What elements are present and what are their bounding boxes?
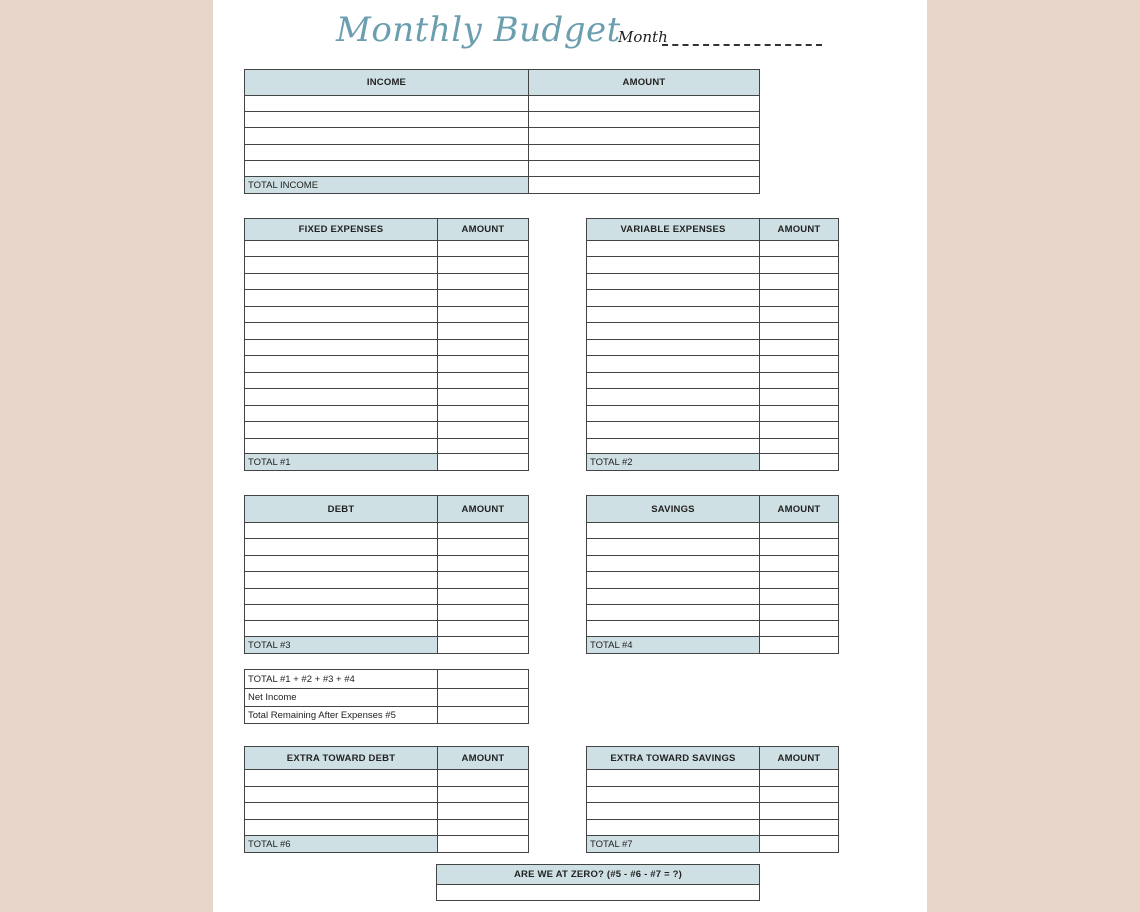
total-income-amount[interactable]: [529, 177, 759, 193]
total-1-amount[interactable]: [438, 454, 528, 470]
month-input-line[interactable]: [662, 44, 822, 46]
amount-column-header: AMOUNT: [777, 752, 821, 764]
fixed-expenses-column-header: FIXED EXPENSES: [298, 224, 384, 235]
fixed-expense-row[interactable]: [245, 388, 528, 405]
month-label: Month: [618, 28, 668, 46]
fixed-expenses-header-row: [245, 219, 528, 240]
savings-entry-row[interactable]: [587, 588, 838, 604]
net-income-label: Net Income: [248, 692, 297, 703]
income-column-header: INCOME: [366, 77, 407, 88]
income-entry-row[interactable]: [245, 95, 759, 111]
savings-header-row: [587, 496, 838, 522]
fixed-expense-row[interactable]: [245, 405, 528, 421]
income-entry-row[interactable]: [245, 160, 759, 176]
fixed-expense-row[interactable]: [245, 438, 528, 453]
income-entry-row[interactable]: [245, 127, 759, 144]
extra-debt-total-row: [245, 835, 528, 852]
variable-expenses-column-header: VARIABLE EXPENSES: [620, 224, 726, 235]
summary-row-totals: [245, 670, 528, 688]
variable-expense-row[interactable]: [587, 388, 838, 405]
total-2-amount[interactable]: [760, 454, 838, 470]
variable-expenses-table: [586, 218, 839, 471]
debt-header-row: [245, 496, 528, 522]
variable-expenses-header-row: [587, 219, 838, 240]
extra-savings-header-row: [587, 747, 838, 769]
total-7-amount[interactable]: [760, 836, 838, 852]
variable-expense-row[interactable]: [587, 322, 838, 339]
fixed-expense-row[interactable]: [245, 240, 528, 256]
extra-debt-table: [244, 746, 529, 853]
total-3-amount[interactable]: [438, 637, 528, 653]
total-6-label: TOTAL #6: [245, 836, 437, 852]
debt-entry-row[interactable]: [245, 538, 528, 555]
fixed-expense-row[interactable]: [245, 355, 528, 372]
summary-table: [244, 669, 529, 724]
fixed-expense-row[interactable]: [245, 421, 528, 438]
income-entry-row[interactable]: [245, 144, 759, 160]
net-income-amount[interactable]: [438, 689, 528, 706]
extra-debt-entry-row[interactable]: [245, 802, 528, 819]
variable-expense-row[interactable]: [587, 372, 838, 388]
extra-savings-table: [586, 746, 839, 853]
debt-entry-row[interactable]: [245, 620, 528, 636]
variable-expense-row[interactable]: [587, 289, 838, 306]
extra-debt-entry-row[interactable]: [245, 786, 528, 802]
debt-entry-row[interactable]: [245, 604, 528, 620]
fixed-expense-row[interactable]: [245, 306, 528, 322]
zero-check-answer-row[interactable]: [437, 884, 759, 900]
summary-row-remaining: [245, 706, 528, 723]
extra-savings-column-header: EXTRA TOWARD SAVINGS: [610, 752, 736, 764]
savings-entry-row[interactable]: [587, 571, 838, 588]
zero-check-label: ARE WE AT ZERO? (#5 - #6 - #7 = ?): [513, 869, 683, 880]
extra-savings-entry-row[interactable]: [587, 819, 838, 835]
savings-entry-row[interactable]: [587, 522, 838, 538]
variable-expense-row[interactable]: [587, 273, 838, 289]
amount-column-header: AMOUNT: [622, 77, 666, 88]
fixed-expense-row[interactable]: [245, 256, 528, 273]
extra-savings-entry-row[interactable]: [587, 769, 838, 786]
savings-entry-row[interactable]: [587, 620, 838, 636]
total-4-amount[interactable]: [760, 637, 838, 653]
debt-entry-row[interactable]: [245, 555, 528, 571]
savings-entry-row[interactable]: [587, 604, 838, 620]
fixed-expense-row[interactable]: [245, 339, 528, 355]
variable-expense-row[interactable]: [587, 306, 838, 322]
amount-column-header: AMOUNT: [461, 224, 505, 235]
fixed-expense-row[interactable]: [245, 372, 528, 388]
fixed-total-row: [245, 453, 528, 470]
savings-column-header: SAVINGS: [651, 503, 695, 515]
variable-expense-row[interactable]: [587, 421, 838, 438]
savings-entry-row[interactable]: [587, 538, 838, 555]
debt-entry-row[interactable]: [245, 571, 528, 588]
page-title: Monthly Budget: [336, 10, 621, 50]
amount-column-header: AMOUNT: [777, 224, 821, 235]
extra-debt-entry-row[interactable]: [245, 819, 528, 835]
variable-expense-row[interactable]: [587, 355, 838, 372]
total-6-amount[interactable]: [438, 836, 528, 852]
variable-total-row: [587, 453, 838, 470]
extra-debt-header-row: [245, 747, 528, 769]
debt-total-row: [245, 636, 528, 653]
variable-expense-row[interactable]: [587, 405, 838, 421]
income-total-row: [245, 176, 759, 193]
fixed-expense-row[interactable]: [245, 322, 528, 339]
total-income-label: TOTAL INCOME: [245, 177, 528, 193]
amount-column-header: AMOUNT: [461, 752, 505, 764]
summary-totals-label: TOTAL #1 + #2 + #3 + #4: [248, 673, 355, 685]
total-4-label: TOTAL #4: [587, 637, 759, 653]
zero-check-header-row: [437, 865, 759, 884]
zero-check-table: [436, 864, 760, 901]
extra-savings-entry-row[interactable]: [587, 786, 838, 802]
variable-expense-row[interactable]: [587, 256, 838, 273]
debt-column-header: DEBT: [327, 503, 355, 515]
total-3-label: TOTAL #3: [245, 637, 437, 653]
summary-totals-amount[interactable]: [438, 670, 528, 688]
extra-savings-total-row: [587, 835, 838, 852]
debt-entry-row[interactable]: [245, 588, 528, 604]
fixed-expense-row[interactable]: [245, 273, 528, 289]
variable-expense-row[interactable]: [587, 339, 838, 355]
fixed-expense-row[interactable]: [245, 289, 528, 306]
remaining-amount[interactable]: [438, 707, 528, 723]
amount-column-header: AMOUNT: [777, 503, 821, 515]
summary-row-net-income: [245, 688, 528, 706]
income-header-row: [245, 70, 759, 95]
debt-entry-row[interactable]: [245, 522, 528, 538]
debt-table: [244, 495, 529, 654]
income-entry-row[interactable]: [245, 111, 759, 127]
total-7-label: TOTAL #7: [587, 836, 759, 852]
amount-column-header: AMOUNT: [461, 503, 505, 515]
extra-debt-column-header: EXTRA TOWARD DEBT: [286, 752, 396, 764]
remaining-label: Total Remaining After Expenses #5: [248, 709, 396, 721]
savings-table: [586, 495, 839, 654]
fixed-expenses-table: [244, 218, 529, 471]
total-1-label: TOTAL #1: [245, 454, 437, 470]
total-2-label: TOTAL #2: [587, 454, 759, 470]
extra-savings-entry-row[interactable]: [587, 802, 838, 819]
savings-total-row: [587, 636, 838, 653]
variable-expense-row[interactable]: [587, 438, 838, 453]
income-table: [244, 69, 760, 194]
extra-debt-entry-row[interactable]: [245, 769, 528, 786]
variable-expense-row[interactable]: [587, 240, 838, 256]
savings-entry-row[interactable]: [587, 555, 838, 571]
